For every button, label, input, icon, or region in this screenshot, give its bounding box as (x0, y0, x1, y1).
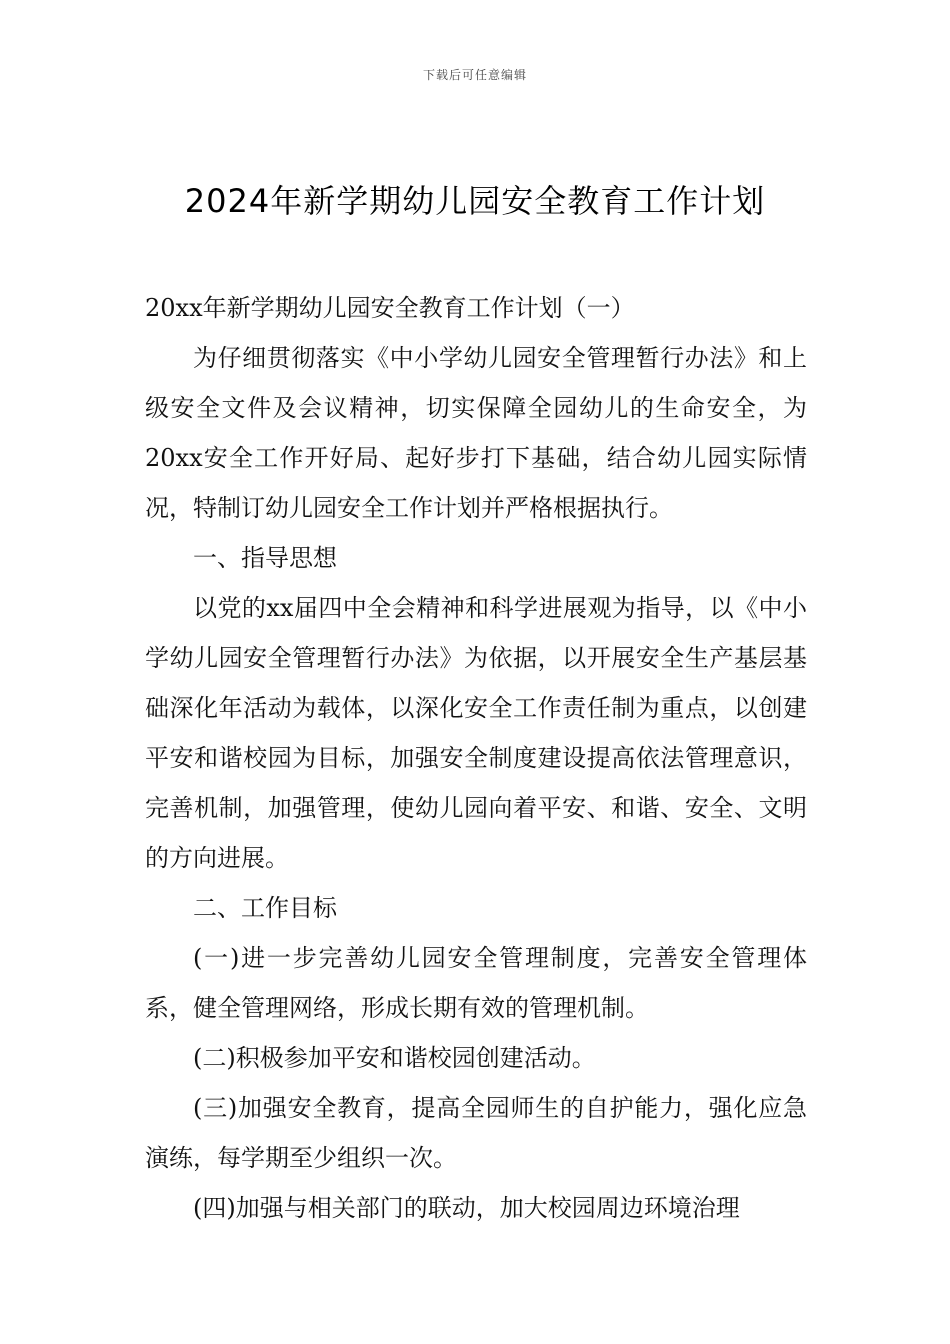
document-title: 2024年新学期幼儿园安全教育工作计划 (184, 182, 766, 220)
goal-item-4: (四)加强与相关部门的联动，加大校园周边环境治理 (193, 1194, 740, 1222)
goal-item-2: (二)积极参加平安和谐校园创建活动。 (193, 1044, 596, 1072)
heading-work-goals: 二、工作目标 (193, 894, 337, 922)
goal-item-3: (三)加强安全教育，提高全园师生的自护能力，强化应急演练，每学期至少组织一次。 (145, 1094, 807, 1172)
section-subtitle: 20xx年新学期幼儿园安全教育工作计划（一） (145, 294, 635, 322)
guiding-ideology-paragraph: 以党的xx届四中全会精神和科学进展观为指导，以《中小学幼儿园安全管理暂行办法》为依据，以开展安全生产基层基础深化年活动为载体，以深化安全工作责任制为重点，以创建平安和谐校园为目标，加强安全制度建设提高依法管理意识，完善机制，加强管理，使幼儿园向着平安、和谐、安全、文明的方向进展。 (145, 594, 807, 872)
document-body (145, 283, 807, 1233)
intro-paragraph: 为仔细贯彻落实《中小学幼儿园安全管理暂行办法》和上级安全文件及会议精神，切实保障全园幼儿的生命安全，为20xx安全工作开好局、起好步打下基础，结合幼儿园实际情况，特制订幼儿园安全工作计划并严格根据执行。 (145, 344, 807, 522)
heading-guiding-ideology: 一、指导思想 (193, 544, 337, 572)
header-note: 下载后可任意编辑 (422, 68, 527, 82)
goal-item-1: (一)进一步完善幼儿园安全管理制度，完善安全管理体系，健全管理网络，形成长期有效的管理机制。 (145, 944, 807, 1022)
